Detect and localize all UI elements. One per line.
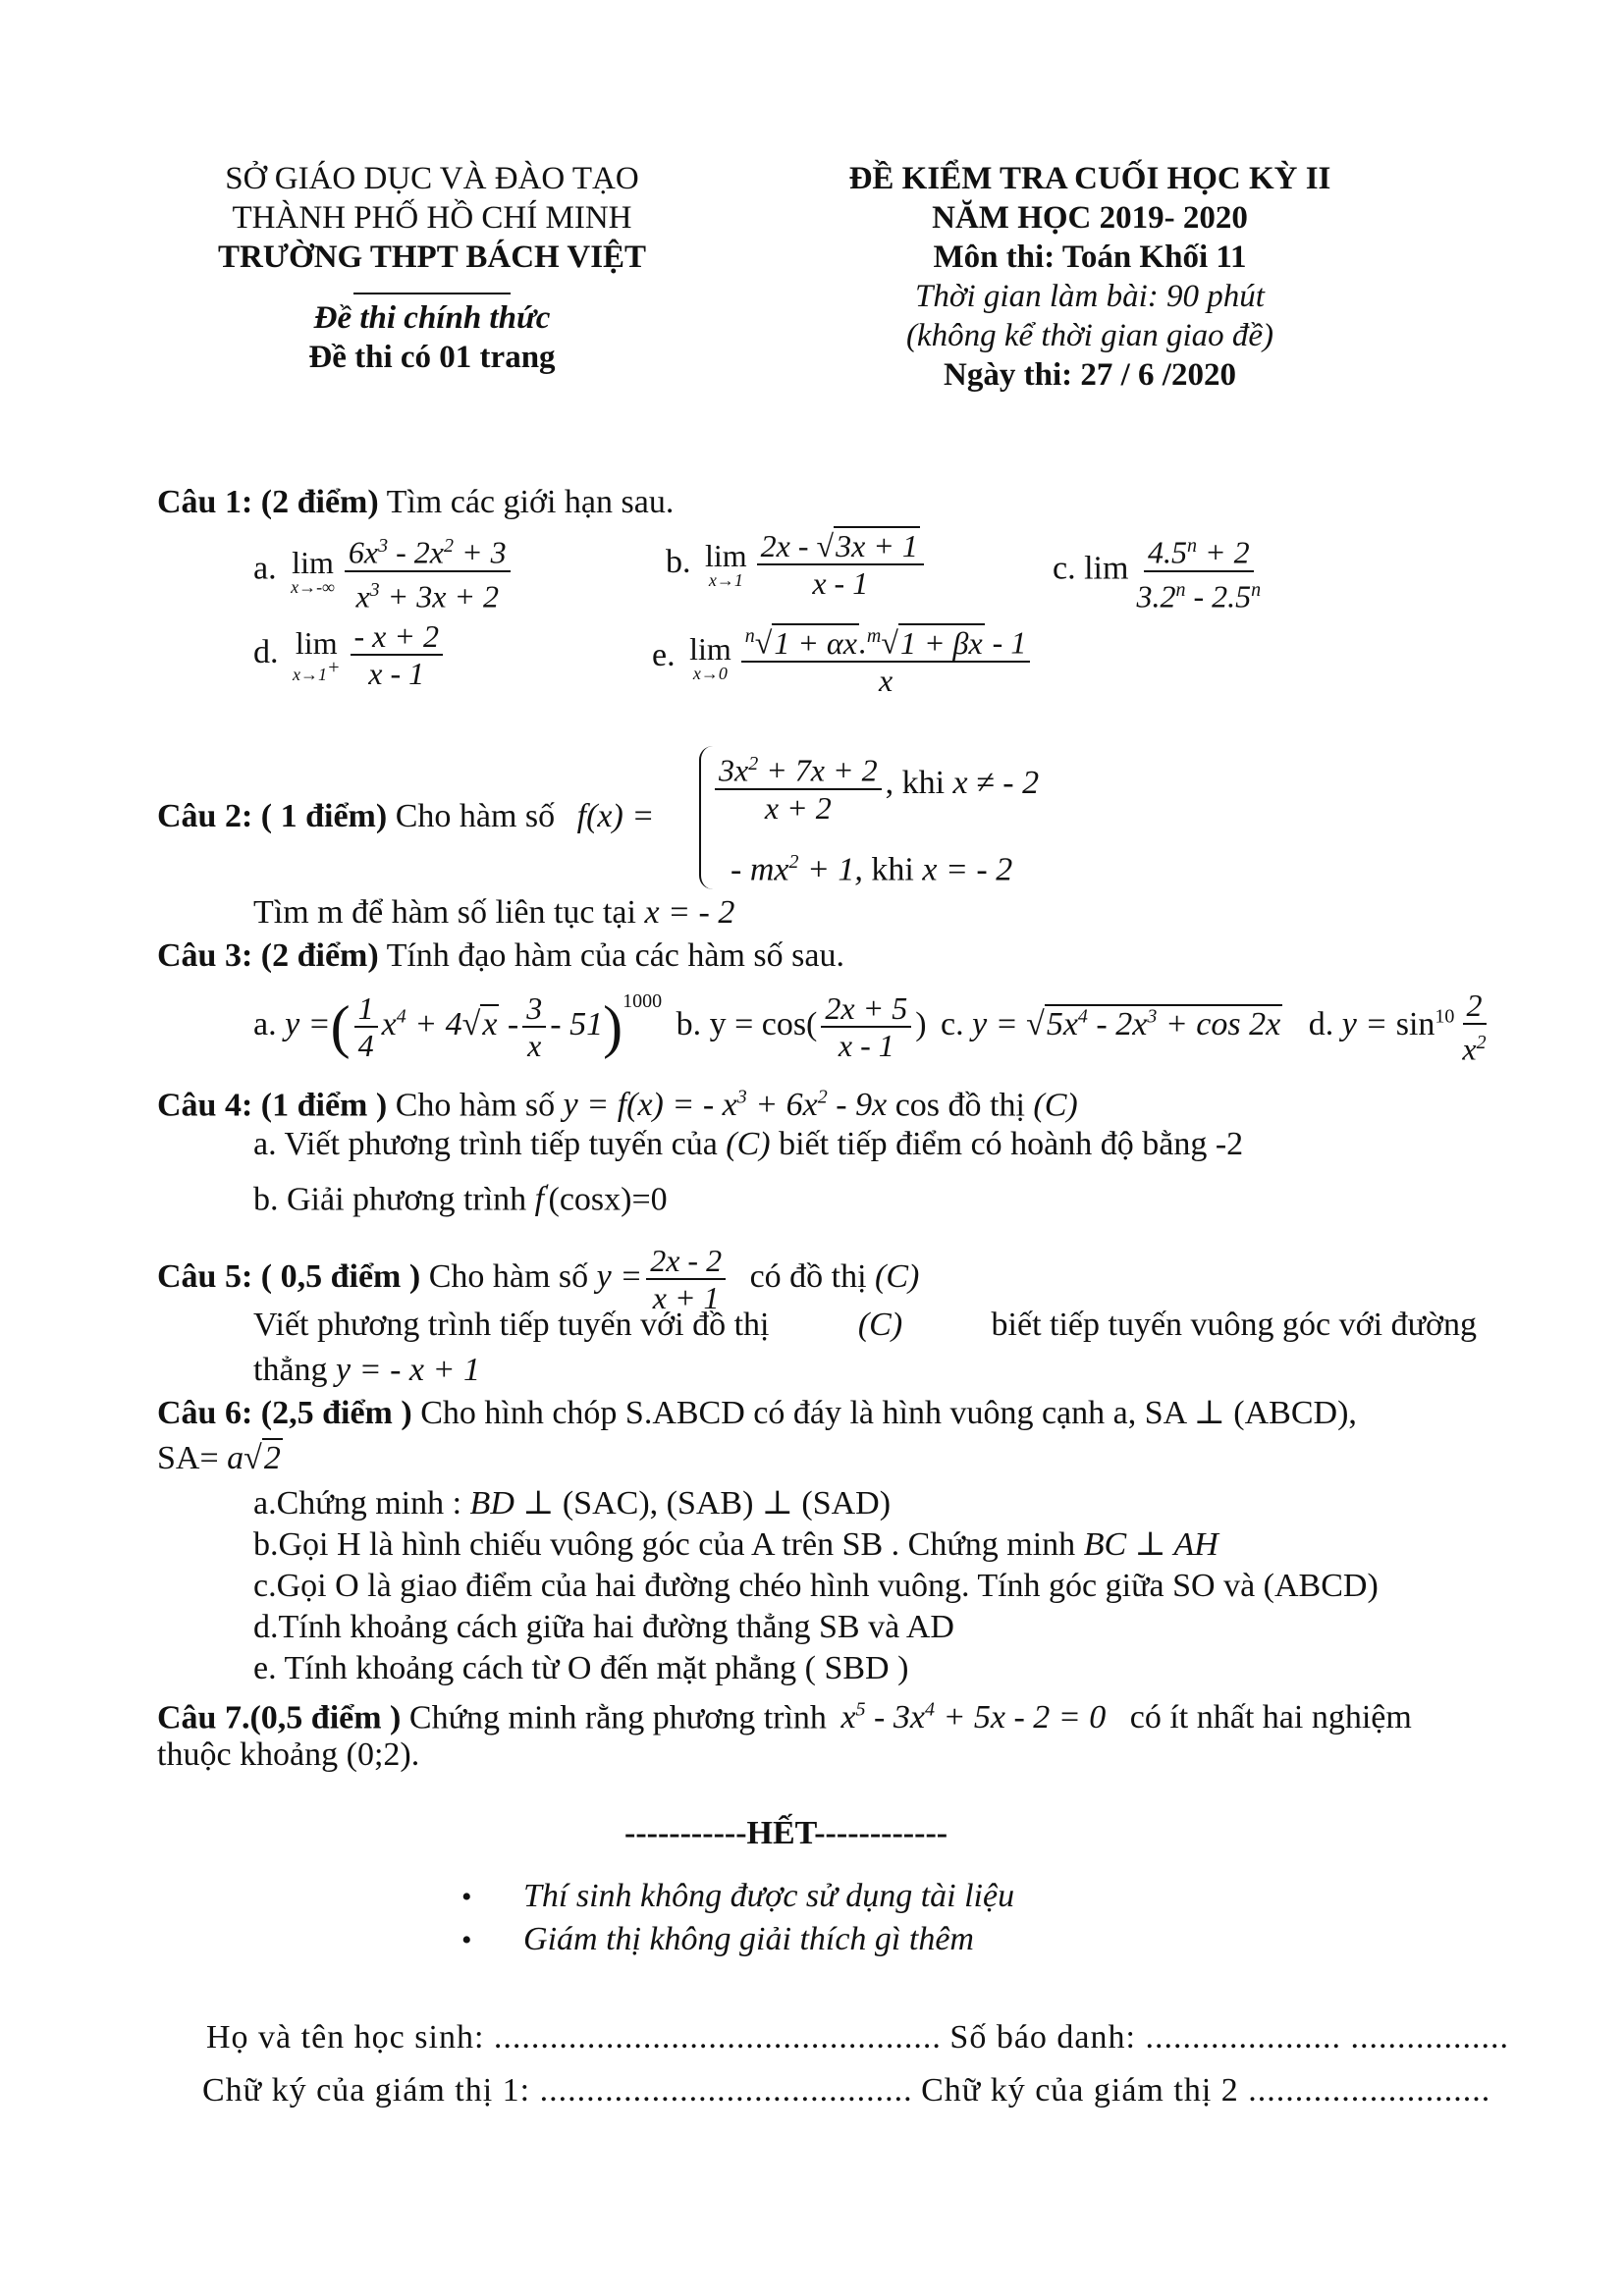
q3-title: Câu 3: (2 điểm) — [157, 937, 379, 974]
note-2-text: Giám thị không giải thích gì thêm — [523, 1921, 974, 1957]
q2-case-2: - $mx^2 + 1$, khi x = - 2 — [731, 851, 1013, 888]
q5-l1b: biết tiếp tuyến vuông góc với đường — [991, 1307, 1477, 1343]
bullet-icon: • — [461, 1881, 472, 1913]
q5-l2: thẳng — [253, 1352, 328, 1388]
q2-find-text: Tìm m để hàm số liên tục tại — [253, 894, 636, 931]
q2-heading: Câu 2: ( 1 điểm) Cho hàm số f(x) = — [157, 798, 655, 834]
q6-a: a.Chứng minh : BD ⊥ (SAC), (SAB) ⊥ (SAD) — [253, 1485, 892, 1522]
q2-find: Tìm m để hàm số liên tục tại x = - 2 — [253, 894, 735, 931]
header-right — [785, 159, 1394, 395]
footer-line-1 — [206, 2018, 1509, 2057]
student-name-field[interactable]: Họ và tên học sinh: ................................................ — [206, 2019, 942, 2056]
q1-title: Câu 1: (2 điểm) — [157, 484, 379, 520]
q2-title: Câu 2: ( 1 điểm) — [157, 798, 388, 834]
lim-symbol: lim x→1 — [705, 538, 747, 590]
fraction: $\frac{2x - √3x + 1}{x - 1}$ — [757, 528, 924, 601]
note-1-text: Thí sinh không được sử dụng tài liệu — [523, 1878, 1015, 1914]
lim-symbol: lim x→0 — [689, 631, 731, 684]
lim-symbol: lim x→1+ — [293, 624, 341, 684]
q2-text: Cho hàm số — [395, 798, 556, 834]
student-id-field[interactable]: Số báo danh: ..................... ................. — [949, 2019, 1509, 2056]
fraction: $\frac{^n√1 + \alpha x.^m√1 + \beta x - 1}{x}$ — [741, 618, 1031, 698]
q1-c: c. lim $\frac{4.5^n + 2}{3.2^n - 2.5^n}$ — [1053, 528, 1269, 614]
dept-name: SỞ GIÁO DỤC VÀ ĐÀO TẠO — [225, 161, 639, 196]
end-marker: -----------HẾT------------ — [624, 1815, 948, 1851]
q7-text2: có ít nhất hai nghiệm — [1129, 1699, 1412, 1736]
q4-text: Cho hàm số — [395, 1087, 556, 1124]
bullet-icon: • — [461, 1924, 472, 1956]
city-name: THÀNH PHỐ HỒ CHÍ MINH — [232, 200, 632, 236]
q4-b-text: b. Giải phương trình — [253, 1181, 527, 1218]
q6-a-text: a.Chứng minh : — [253, 1485, 462, 1522]
q4-title: Câu 4: (1 điểm ) — [157, 1087, 388, 1124]
lim-symbol: lim x→-∞ — [291, 544, 335, 597]
q3-text: Tính đạo hàm của các hàm số sau. — [386, 937, 844, 974]
q6-sa-label: SA= — [157, 1440, 219, 1476]
q4-graph: cos đồ thị — [894, 1087, 1025, 1124]
q1-b: b. lim x→1 $\frac{2x - √3x + 1}{x - 1}$ — [666, 528, 928, 601]
exam-date: Ngày thi: 27 / 6 /2020 — [944, 357, 1236, 393]
q5-text: Cho hàm số — [428, 1257, 589, 1295]
q6-b-text: b.Gọi H là hình chiếu vuông góc của A trên SB . Chứng minh — [253, 1526, 1076, 1563]
q6-e: e. Tính khoảng cách từ O đến mặt phẳng ( SBD ) — [253, 1650, 909, 1686]
q7-title: Câu 7.(0,5 điểm ) — [157, 1699, 402, 1736]
q6-sa: SA= a√2 — [157, 1440, 281, 1476]
q5-title: Câu 5: ( 0,5 điểm ) — [157, 1257, 421, 1295]
proctor-2-signature-field[interactable]: Chữ ký của giám thị 2 .......................... — [921, 2072, 1491, 2109]
note-2 — [461, 1920, 974, 1960]
subject: Môn thi: Toán Khối 11 — [933, 240, 1247, 275]
q6-text: Cho hình chóp S.ABCD có đáy là hình vuông cạnh a, SA ⊥ (ABCD), — [420, 1395, 1357, 1431]
header-rule — [353, 293, 511, 294]
q2-case-1: $\frac{3x^2 + 7x + 2}{x + 2}$ , khi x ≠ - 2 — [711, 746, 1039, 826]
q3-heading — [157, 936, 844, 976]
q6-d: d.Tính khoảng cách giữa hai đường thẳng SB và AD — [253, 1609, 954, 1645]
q1-d: d. lim x→1+ $\frac{- x + 2}{x - 1}$ — [253, 618, 447, 691]
q7-line2: thuộc khoảng (0;2). — [157, 1736, 420, 1773]
q6-c: c.Gọi O là giao điểm của hai đường chéo hình vuông. Tính góc giữa SO và (ABCD) — [253, 1568, 1379, 1604]
q4-a-text: a. Viết phương trình tiếp tuyến của — [253, 1126, 718, 1162]
q4-a-text2: biết tiếp điểm có hoành độ bằng -2 — [779, 1126, 1244, 1162]
exam-title: ĐỀ KIỂM TRA CUỐI HỌC KỲ II — [848, 161, 1331, 196]
q5-l1a: Viết phương trình tiếp tuyến với đồ thị — [253, 1307, 770, 1343]
q1-text: Tìm các giới hạn sau. — [386, 484, 675, 520]
duration: Thời gian làm bài: 90 phút — [915, 279, 1265, 314]
school-name: TRƯỜNG THPT BÁCH VIỆT — [217, 240, 647, 275]
fraction: $\frac{- x + 2}{x - 1}$ — [351, 618, 443, 691]
q1-heading — [157, 483, 674, 522]
q4-heading: Câu 4: (1 điểm ) Cho hàm số y = f(x) = - $x^3 + 6x^2 - 9x$ cos đồ thị (C) — [157, 1087, 1078, 1124]
q5-line2: thẳng y = - x + 1 — [253, 1352, 480, 1388]
q4-a: a. Viết phương trình tiếp tuyến của (C) biết tiếp điểm có hoành độ bằng -2 — [253, 1126, 1244, 1162]
q1-a: a. lim x→-∞ $\frac{6x^3 - 2x^2 + 3}{x^3 + 3x + 2}$ — [253, 528, 514, 614]
note-1 — [461, 1877, 1014, 1917]
q5-graph: có đồ thị — [749, 1257, 867, 1295]
footer-line-2 — [202, 2071, 1490, 2110]
q7-text: Chứng minh rằng phương trình — [408, 1699, 827, 1736]
duration-note: (không kể thời gian giao đề) — [905, 318, 1274, 353]
q6-b: b.Gọi H là hình chiếu vuông góc của A trên SB . Chứng minh BC ⊥ AH — [253, 1526, 1218, 1563]
q5-line1: Viết phương trình tiếp tuyến với đồ thị (C) biết tiếp tuyến vuông góc với đường — [253, 1307, 1477, 1343]
q7-line1: Câu 7.(0,5 điểm ) Chứng minh rằng phương trình $x^5 - 3x^4 + 5x - 2 = 0$ có ít nhất hai nghiệm — [157, 1699, 1412, 1736]
fraction: $\frac{4.5^n + 2}{3.2^n - 2.5^n}$ — [1132, 528, 1265, 614]
q6-heading — [157, 1394, 1357, 1433]
proctor-1-signature-field[interactable]: Chữ ký của giám thị 1: ........................................ — [202, 2072, 913, 2109]
q3-parts: a. y =( $\frac{1}{4}$ $x^4 + 4√x$ - $\frac{3}{x}$ - 51)$^{1000}$ b. y = cos( $\frac{2x + 5}{x - 1}$ ) c. $y = √5x^4 - 2x^3 + \cos 2x$ d. $y = \sin^{10}$ $\frac{2}{x^2}$ — [253, 987, 1487, 1067]
fraction: $\frac{6x^3 - 2x^2 + 3}{x^3 + 3x + 2}$ — [345, 528, 511, 614]
q1-e: e. lim x→0 $\frac{^n√1 + \alpha x.^m√1 + \beta x - 1}{x}$ — [652, 618, 1034, 698]
page-count: Đề thi có 01 trang — [308, 340, 556, 375]
school-year: NĂM HỌC 2019- 2020 — [932, 200, 1248, 236]
official-label: Đề thi chính thức — [313, 300, 551, 336]
q6-title: Câu 6: (2,5 điểm ) — [157, 1395, 412, 1431]
header-left — [157, 159, 707, 377]
q5-heading: Câu 5: ( 0,5 điểm ) Cho hàm số y = $\frac{2x - 2}{x + 1}$ có đồ thị (C) — [157, 1243, 920, 1315]
q4-b: b. Giải phương trình f′(cosx)=0 — [253, 1181, 668, 1218]
